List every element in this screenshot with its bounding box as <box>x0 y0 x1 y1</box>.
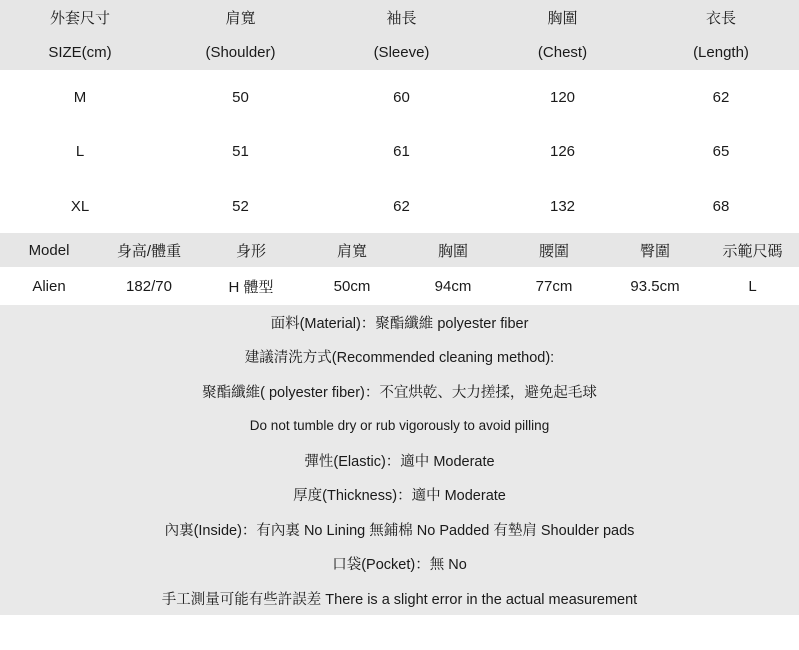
table-cell: M <box>73 88 87 106</box>
table-cell: 68 <box>712 197 730 215</box>
header-cell: (Shoulder) <box>205 44 276 61</box>
note-thickness: 厚度(Thickness)：適中 Moderate <box>293 488 506 505</box>
table-cell: L <box>748 277 757 295</box>
header-cell: SIZE(cm) <box>48 44 112 61</box>
table-row <box>0 70 799 125</box>
table-cell: 50cm <box>333 277 371 295</box>
size-header-row-chinese <box>0 0 799 35</box>
header-cell: (Chest) <box>537 44 588 61</box>
note-elastic: 彈性(Elastic)：適中 Moderate <box>304 453 495 470</box>
model-table-row <box>0 267 799 305</box>
table-cell: 120 <box>549 88 576 106</box>
table-cell: H 體型 <box>228 278 274 296</box>
header-cell: 身高/體重 <box>116 242 182 260</box>
table-row <box>0 179 799 234</box>
table-cell: 132 <box>549 197 576 215</box>
header-cell: 臀圍 <box>639 242 670 260</box>
table-cell: 50 <box>232 88 249 106</box>
header-cell: 外套尺寸 <box>49 10 110 27</box>
size-table-body <box>0 70 799 234</box>
header-cell: 胸圍 <box>547 10 578 27</box>
table-cell: 65 <box>712 143 730 161</box>
table-cell: 61 <box>393 143 410 161</box>
note-cleaning-en: Do not tumble dry or rub vigorously to avoid pilling <box>249 418 550 434</box>
table-cell: 51 <box>232 143 249 161</box>
note-cleaning-title: 建議清洗方式(Recommended cleaning method): <box>244 350 555 367</box>
table-cell: 62 <box>393 197 410 215</box>
header-cell: 示範尺碼 <box>722 242 783 260</box>
table-cell: 62 <box>712 88 730 106</box>
table-cell: L <box>75 143 85 161</box>
note-inside: 內裏(Inside)：有內裏 No Lining 無鋪棉 No Padded 有墊肩 Shoulder pads <box>164 522 635 539</box>
table-cell: 60 <box>393 88 410 106</box>
note-measurement: 手工測量可能有些許誤差 There is a slight error in the actual measurement <box>161 591 638 608</box>
header-cell: 胸圍 <box>437 242 468 260</box>
product-notes <box>0 305 799 615</box>
header-cell: 肩寬 <box>336 242 367 260</box>
header-cell: 袖長 <box>386 10 417 27</box>
header-cell: 衣長 <box>705 10 736 27</box>
table-cell: 52 <box>232 197 249 215</box>
header-cell: (Length) <box>693 44 749 61</box>
table-cell: Alien <box>32 277 66 295</box>
model-table-header <box>0 233 799 267</box>
table-cell: XL <box>70 197 90 215</box>
header-cell: 身形 <box>235 242 266 260</box>
note-cleaning-zh: 聚酯纖維( polyester fiber)：不宜烘乾、大力搓揉，避免起毛球 <box>202 384 597 401</box>
note-material: 面料(Material)：聚酯纖維 polyester fiber <box>270 315 529 332</box>
header-cell: Model <box>28 241 70 259</box>
table-row <box>0 125 799 180</box>
header-cell: (Sleeve) <box>373 44 430 61</box>
table-cell: 93.5cm <box>630 277 680 295</box>
size-table-header <box>0 0 799 70</box>
table-cell: 77cm <box>535 277 573 295</box>
header-cell: 肩寬 <box>225 10 256 27</box>
size-header-row-english <box>0 35 799 70</box>
note-pocket: 口袋(Pocket)：無 No <box>332 557 467 574</box>
table-cell: 126 <box>549 143 576 161</box>
table-cell: 94cm <box>434 277 472 295</box>
table-cell: 182/70 <box>126 277 172 295</box>
header-cell: 腰圍 <box>538 242 569 260</box>
